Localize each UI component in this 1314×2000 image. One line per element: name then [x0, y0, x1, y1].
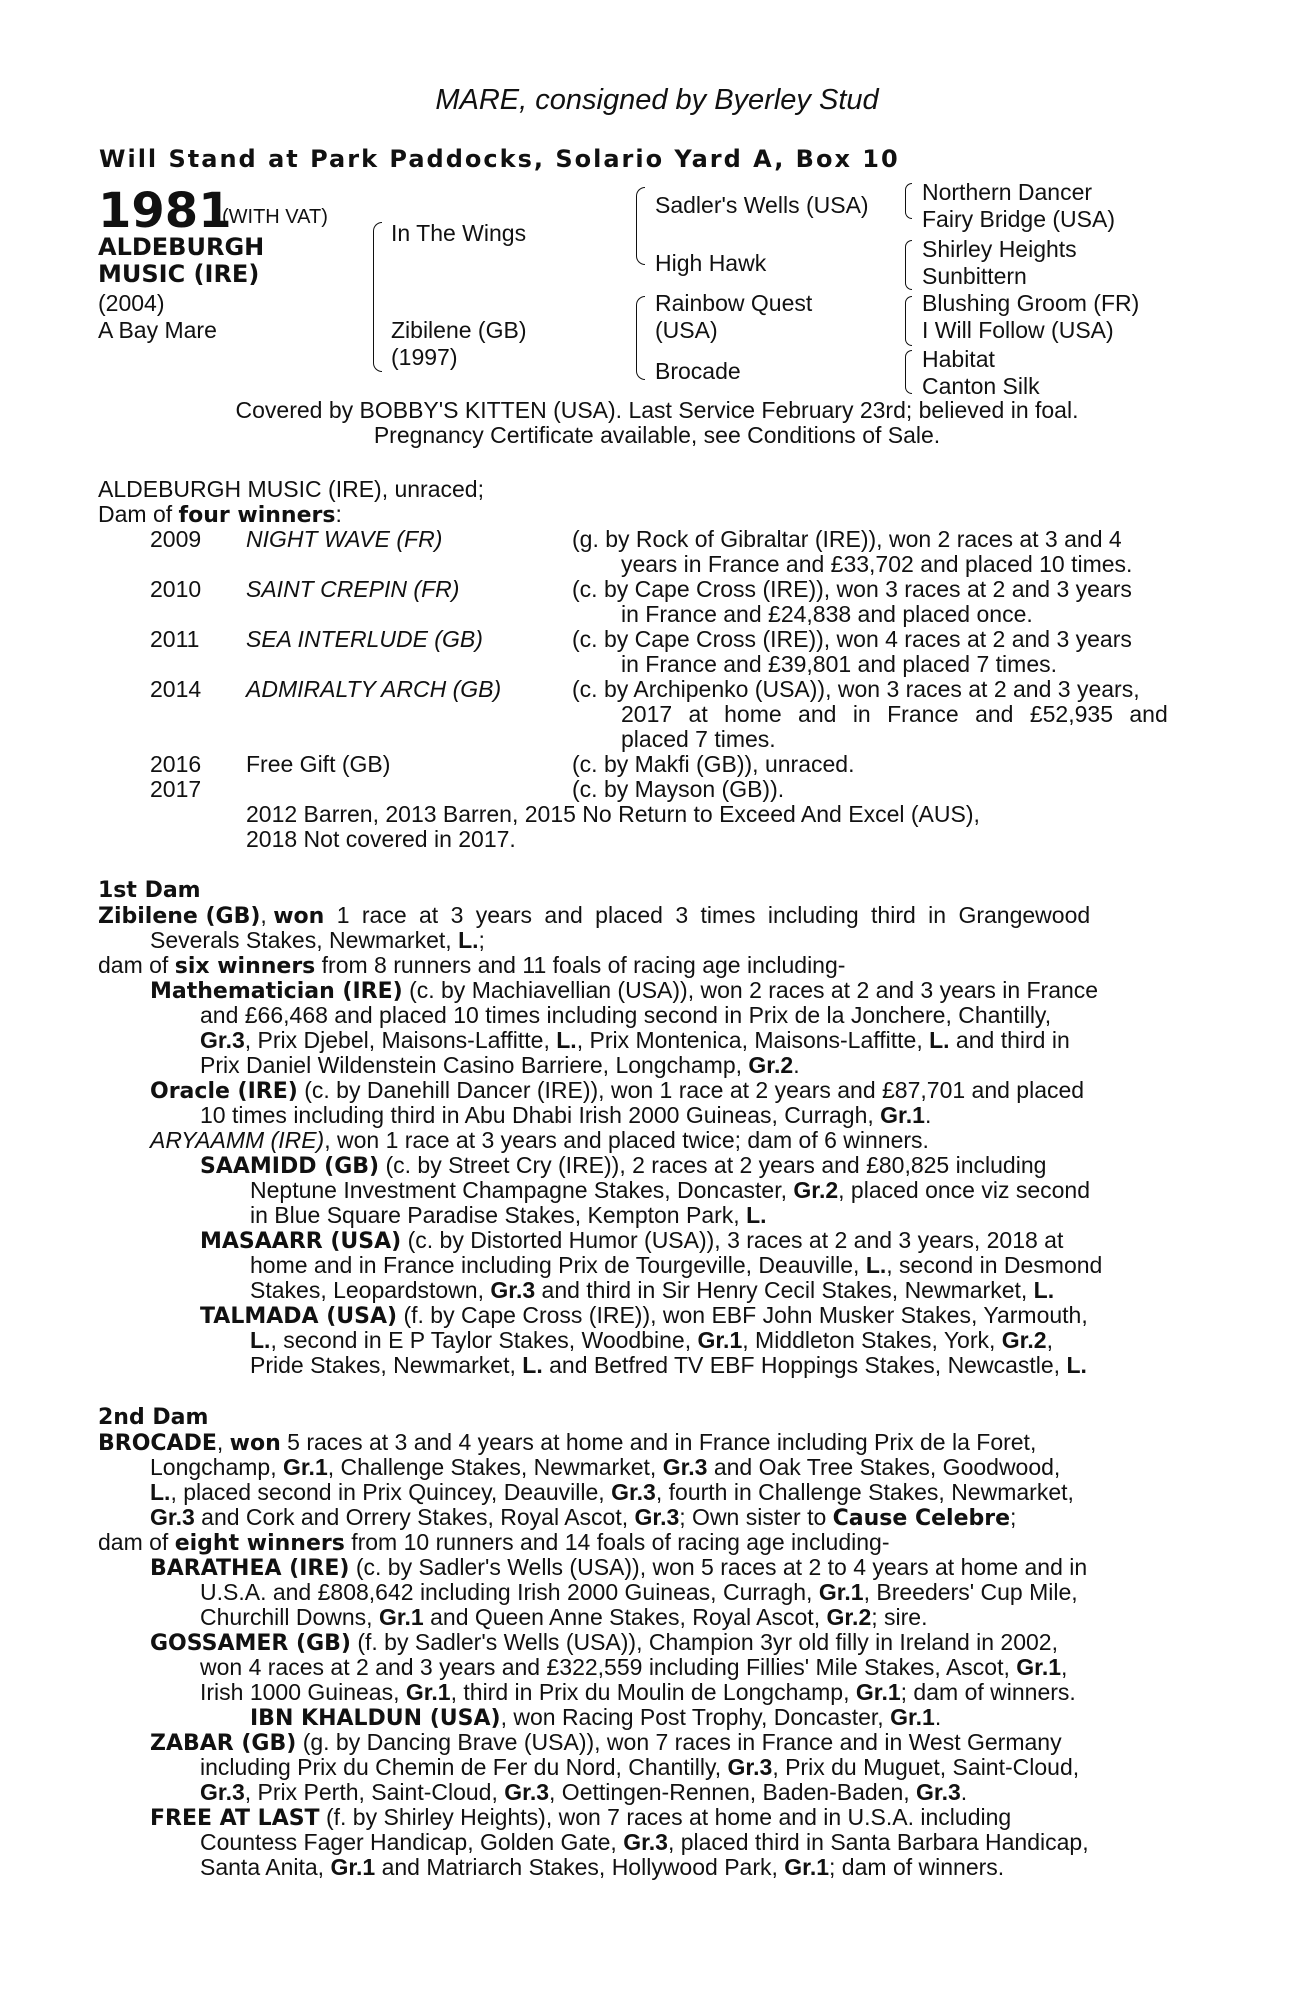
horse-description: A Bay Mare	[98, 317, 217, 343]
pedigree-ddd: Canton Silk	[922, 373, 1040, 399]
pedigree-sire-sire: Sadler's Wells (USA)	[655, 192, 869, 218]
dam-of-line: Dam of four winners:	[98, 501, 342, 528]
pedigree-sds: Shirley Heights	[922, 236, 1077, 262]
produce-detail: (c. by Mayson (GB)).	[572, 776, 785, 802]
pedigree-brace-sire	[636, 187, 645, 265]
covered-line-2: Pregnancy Certificate available, see Conditions of Sale.	[373, 422, 941, 448]
aryaamm-line: ARYAAMM (IRE), won 1 race at 3 years and placed twice; dam of 6 winners.	[150, 1127, 929, 1153]
saamidd-line-3: in Blue Square Paradise Stakes, Kempton Park, L.	[250, 1202, 767, 1228]
zabar-line-2: including Prix du Chemin de Fer du Nord, Chantilly, Gr.3, Prix du Muguet, Saint-Cloud,	[200, 1754, 1080, 1780]
barathea-line-2: U.S.A. and £808,642 including Irish 2000 Guineas, Curragh, Gr.1, Breeders' Cup Mile,	[200, 1579, 1078, 1605]
pedigree-dam-sire-1: Rainbow Quest	[655, 290, 813, 316]
stand-location: Will Stand at Park Paddocks, Solario Yard A, Box 10	[99, 145, 900, 173]
produce-year: 2011	[150, 626, 200, 652]
pedigree-sdd: Sunbittern	[922, 263, 1027, 289]
produce-detail: (c. by Cape Cross (IRE)), won 4 races at 2 and 3 years	[572, 626, 1132, 652]
horse-name-line2: MUSIC (IRE)	[98, 260, 260, 288]
consignor-title: MARE, consigned by Byerley Stud	[435, 84, 879, 116]
pedigree-dsd: I Will Follow (USA)	[922, 317, 1114, 343]
produce-name: ADMIRALTY ARCH (GB)	[246, 676, 502, 702]
produce-detail: placed 7 times.	[621, 726, 776, 752]
saamidd-line-2: Neptune Investment Champagne Stakes, Doncaster, Gr.2, placed once viz second	[250, 1177, 1091, 1203]
covered-line-1: Covered by BOBBY'S KITTEN (USA). Last Service February 23rd; believed in foal.	[235, 397, 1079, 423]
produce-detail: (c. by Archipenko (USA)), won 3 races at 2 and 3 years,	[572, 676, 1140, 702]
gossamer-line-3: Irish 1000 Guineas, Gr.1, third in Prix du Moulin de Longchamp, Gr.1; dam of winners.	[200, 1679, 1076, 1705]
produce-year: 2017	[150, 776, 202, 802]
produce-detail: in France and £24,838 and placed once.	[621, 601, 1033, 627]
zabar-line-1: ZABAR (GB) (g. by Dancing Brave (USA)), won 7 races in France and in West Germany	[150, 1729, 1062, 1756]
mathematician-line-1: Mathematician (IRE) (c. by Machiavellian (USA)), won 2 races at 2 and 3 years in France	[150, 977, 1099, 1004]
second-dam-progeny-summary: dam of eight winners from 10 runners and 14 foals of racing age including-	[98, 1529, 890, 1556]
pedigree-brace-main	[373, 222, 382, 372]
pedigree-brace-dd	[905, 350, 912, 394]
masaarr-line-1: MASAARR (USA) (c. by Distorted Humor (USA)), 3 races at 2 and 3 years, 2018 at	[200, 1227, 1064, 1254]
pedigree-brace-sd	[905, 240, 912, 290]
masaarr-line-3: Stakes, Leopardstown, Gr.3 and third in Sir Henry Cecil Stakes, Newmarket, L.	[250, 1277, 1055, 1303]
barathea-line-3: Churchill Downs, Gr.1 and Queen Anne Stakes, Royal Ascot, Gr.2; sire.	[200, 1604, 928, 1630]
pedigree-dds: Habitat	[922, 346, 995, 372]
produce-detail: (c. by Cape Cross (IRE)), won 3 races at 2 and 3 years	[572, 576, 1132, 602]
second-dam-heading: 2nd Dam	[98, 1405, 209, 1430]
second-dam-line-2: Longchamp, Gr.1, Challenge Stakes, Newmarket, Gr.3 and Oak Tree Stakes, Goodwood,	[150, 1454, 1061, 1480]
produce-year: 2014	[150, 676, 202, 702]
second-dam-line-3: L., placed second in Prix Quincey, Deauville, Gr.3, fourth in Challenge Stakes, Newmarket,	[150, 1479, 1074, 1505]
produce-year: 2009	[150, 526, 202, 552]
talmada-line-1: TALMADA (USA) (f. by Cape Cross (IRE)), won EBF John Musker Stakes, Yarmouth,	[200, 1302, 1088, 1329]
first-dam-progeny-summary: dam of six winners from 8 runners and 11 foals of racing age including-	[98, 952, 846, 979]
produce-intro: ALDEBURGH MUSIC (IRE), unraced;	[98, 476, 484, 502]
horse-name-line1: ALDEBURGH	[98, 233, 265, 261]
lot-number: 1981	[98, 183, 232, 239]
free-at-last-line-3: Santa Anita, Gr.1 and Matriarch Stakes, Hollywood Park, Gr.1; dam of winners.	[200, 1854, 1005, 1880]
barathea-line-1: BARATHEA (IRE) (c. by Sadler's Wells (USA)), won 5 races at 2 to 4 years at home and in	[150, 1554, 1088, 1581]
gossamer-line-2: won 4 races at 2 and 3 years and £322,559 including Fillies' Mile Stakes, Ascot, Gr.1,	[200, 1654, 1068, 1680]
produce-detail: (c. by Makfi (GB)), unraced.	[572, 751, 855, 777]
produce-name: NIGHT WAVE (FR)	[246, 526, 443, 552]
pedigree-sire-dam: High Hawk	[655, 250, 767, 276]
mathematician-line-4: Prix Daniel Wildenstein Casino Barriere, Longchamp, Gr.2.	[200, 1052, 800, 1078]
pedigree-sss: Northern Dancer	[922, 179, 1093, 205]
pedigree-brace-ss	[905, 183, 912, 219]
oracle-line-1: Oracle (IRE) (c. by Danehill Dancer (IRE)), won 1 race at 2 years and £87,701 and placed	[150, 1077, 1085, 1104]
produce-detail: 2017 at home and in France and £52,935 and	[621, 701, 1168, 727]
free-at-last-line-2: Countess Fager Handicap, Golden Gate, Gr.3, placed third in Santa Barbara Handicap,	[200, 1829, 1089, 1855]
produce-detail: years in France and £33,702 and placed 10 times.	[621, 551, 1133, 577]
free-at-last-line-1: FREE AT LAST (f. by Shirley Heights), won 7 races at home and in U.S.A. including	[150, 1804, 1012, 1831]
pedigree-sire: In The Wings	[391, 220, 527, 246]
oracle-line-2: 10 times including third in Abu Dhabi Irish 2000 Guineas, Curragh, Gr.1.	[200, 1102, 932, 1128]
mathematician-line-2: and £66,468 and placed 10 times including second in Prix de la Jonchere, Chantilly,	[200, 1002, 1052, 1028]
second-dam-line-1: BROCADE, won 5 races at 3 and 4 years at home and in France including Prix de la Foret,	[98, 1429, 1037, 1456]
produce-year: 2010	[150, 576, 202, 602]
saamidd-line-1: SAAMIDD (GB) (c. by Street Cry (IRE)), 2 races at 2 years and £80,825 including	[200, 1152, 1047, 1179]
produce-name: Free Gift (GB)	[246, 751, 391, 777]
produce-name: SAINT CREPIN (FR)	[246, 576, 460, 602]
second-dam-line-4: Gr.3 and Cork and Orrery Stakes, Royal Ascot, Gr.3; Own sister to Cause Celebre;	[150, 1504, 1017, 1531]
pedigree-dam-sire-2: (USA)	[655, 317, 718, 343]
pedigree-dam-year: (1997)	[391, 344, 458, 370]
pedigree-brace-dam	[636, 296, 645, 380]
first-dam-heading: 1st Dam	[98, 878, 201, 903]
talmada-line-2: L., second in E P Taylor Stakes, Woodbine, Gr.1, Middleton Stakes, York, Gr.2,	[250, 1327, 1053, 1353]
zabar-line-3: Gr.3, Prix Perth, Saint-Cloud, Gr.3, Oettingen-Rennen, Baden-Baden, Gr.3.	[200, 1779, 968, 1805]
first-dam-line-2: Severals Stakes, Newmarket, L.;	[150, 927, 485, 953]
vat-note: (WITH VAT)	[222, 206, 328, 228]
produce-year: 2016	[150, 751, 202, 777]
first-dam-line-1: Zibilene (GB), won 1 race at 3 years and placed 3 times including third in Grangewood	[98, 902, 1091, 929]
foaling-year: (2004)	[98, 290, 165, 316]
pedigree-dss: Blushing Groom (FR)	[922, 290, 1140, 316]
produce-detail: in France and £39,801 and placed 7 times.	[621, 651, 1058, 677]
masaarr-line-2: home and in France including Prix de Tourgeville, Deauville, L., second in Desmond	[250, 1252, 1103, 1278]
pedigree-brace-ds	[905, 296, 912, 346]
pedigree-dam: Zibilene (GB)	[391, 317, 527, 343]
barren-line-1: 2012 Barren, 2013 Barren, 2015 No Return to Exceed And Excel (AUS),	[246, 801, 980, 827]
talmada-line-3: Pride Stakes, Newmarket, L. and Betfred TV EBF Hoppings Stakes, Newcastle, L.	[250, 1352, 1087, 1378]
barren-line-2: 2018 Not covered in 2017.	[246, 826, 516, 852]
ibn-khaldun-line: IBN KHALDUN (USA), won Racing Post Trophy, Doncaster, Gr.1.	[250, 1704, 942, 1731]
gossamer-line-1: GOSSAMER (GB) (f. by Sadler's Wells (USA)), Champion 3yr old filly in Ireland in 2002,	[150, 1629, 1058, 1656]
pedigree-ssd: Fairy Bridge (USA)	[922, 206, 1115, 232]
pedigree-dam-dam: Brocade	[655, 358, 741, 384]
produce-detail: (g. by Rock of Gibraltar (IRE)), won 2 races at 3 and 4	[572, 526, 1122, 552]
mathematician-line-3: Gr.3, Prix Djebel, Maisons-Laffitte, L., Prix Montenica, Maisons-Laffitte, L. and third in	[200, 1027, 1070, 1053]
produce-name: SEA INTERLUDE (GB)	[246, 626, 483, 652]
